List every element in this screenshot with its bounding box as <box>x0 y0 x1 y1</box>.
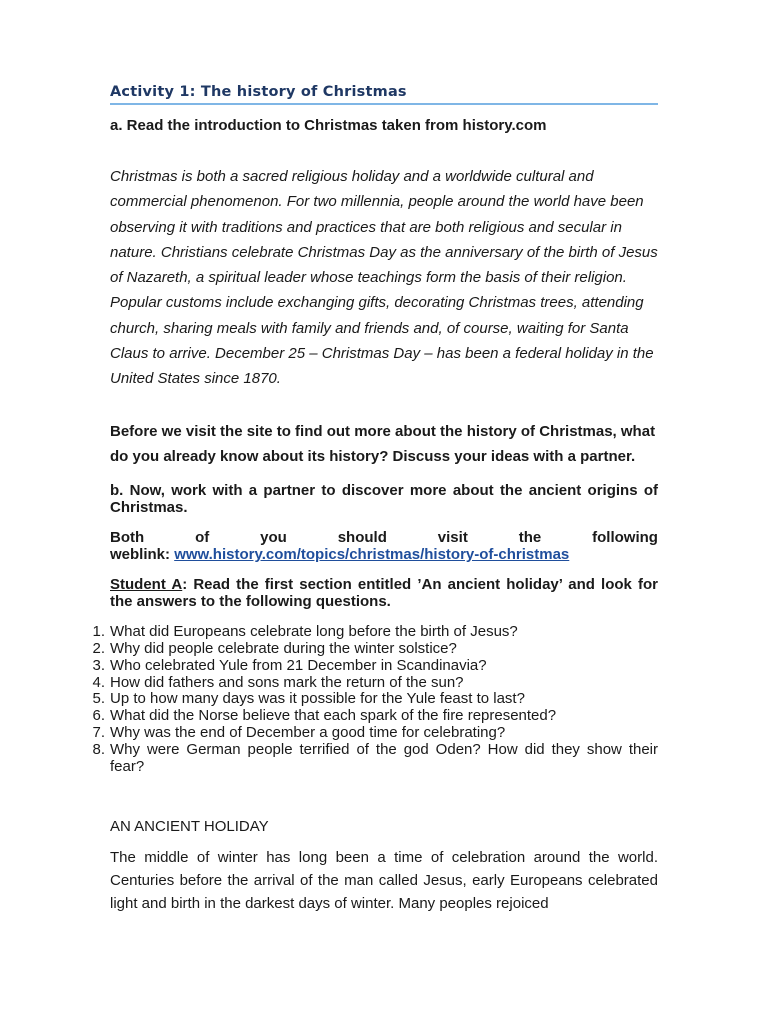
question-text: What did the Norse believe that each spark of the fire represented? <box>110 707 557 725</box>
weblink-line-1 <box>110 529 658 546</box>
document-page <box>92 84 658 915</box>
word: of <box>195 529 210 547</box>
word: should <box>337 529 387 547</box>
word: following <box>592 529 658 547</box>
list-number: 2. <box>92 640 105 658</box>
student-a-text: : Read the first section entitled ’An ancient holiday’ and look for the answers to the following questions. <box>110 576 658 611</box>
question-list <box>92 623 658 775</box>
question-text: How did fathers and sons mark the return of the sun? <box>110 673 464 691</box>
list-number: 7. <box>92 724 105 742</box>
instruction-b: b. Now, work with a partner to discover more about the ancient origins of Christmas. <box>110 482 658 517</box>
list-item <box>92 707 658 725</box>
list-number: 8. <box>92 740 105 758</box>
list-item <box>92 724 658 742</box>
list-item <box>92 623 658 641</box>
word: Both <box>110 529 145 547</box>
discussion-question: Before we visit the site to find out more about the history of Christmas, what do you already know about its history? Discuss your ideas with a partner. <box>110 422 656 465</box>
activity-title: Activity 1: The history of Christmas <box>110 84 658 105</box>
list-item <box>92 640 658 658</box>
weblink-instruction <box>110 529 658 563</box>
intro-paragraph: Christmas is both a sacred religious holiday and a worldwide cultural and commercial phenomenon. For two millennia, people around the world have been observing it with traditions and practices that are both religious and secular in nature. Christians celebrate Christmas Day as the anniversary of the birth of Jesus of Nazareth, a spiritual leader whose teachings form the basis of their religion. Popular customs include exchanging gifts, decorating Christmas trees, attending church, sharing meals with family and friends and, of course, waiting for Santa Claus to arrive. December 25 – Christmas Day – has been a federal holiday in the United States since 1870. <box>110 168 658 388</box>
weblink-label: weblink: <box>110 546 171 564</box>
question-text: Why was the end of December a good time for celebrating? <box>110 724 506 742</box>
instruction-a: a. Read the introduction to Christmas taken from history.com <box>110 117 547 134</box>
word: you <box>260 529 287 547</box>
history-weblink[interactable]: www.history.com/topics/christmas/history-of-christmas <box>174 546 570 564</box>
weblink-line-2 <box>110 546 658 563</box>
question-text: Up to how many days was it possible for the Yule feast to last? <box>110 690 525 708</box>
list-item <box>92 690 658 708</box>
word: visit <box>437 529 468 547</box>
question-text: Why did people celebrate during the winter solstice? <box>110 640 457 658</box>
word: the <box>518 529 542 547</box>
list-item <box>92 740 658 776</box>
list-number: 5. <box>92 690 105 708</box>
list-item <box>92 656 658 675</box>
list-number: 3. <box>92 656 105 674</box>
list-number: 4. <box>92 673 105 691</box>
student-a-label: Student A <box>110 576 183 594</box>
section-body-text: The middle of winter has long been a time of celebration around the world. Centuries before the arrival of the man called Jesus, early Europeans celebrated light and birth in the darkest days of winter. Many peoples rejoiced <box>110 849 658 913</box>
question-text: Who celebrated Yule from 21 December in Scandinavia? <box>110 656 487 674</box>
list-number: 6. <box>92 707 105 725</box>
question-text: What did Europeans celebrate long before the birth of Jesus? <box>110 623 518 641</box>
student-a-instruction <box>110 576 658 610</box>
list-number: 1. <box>92 623 105 641</box>
question-text: Why were German people terrified of the god Oden? How did they show their fear? <box>110 740 658 775</box>
list-item <box>92 673 658 692</box>
section-heading: AN ANCIENT HOLIDAY <box>110 818 269 836</box>
